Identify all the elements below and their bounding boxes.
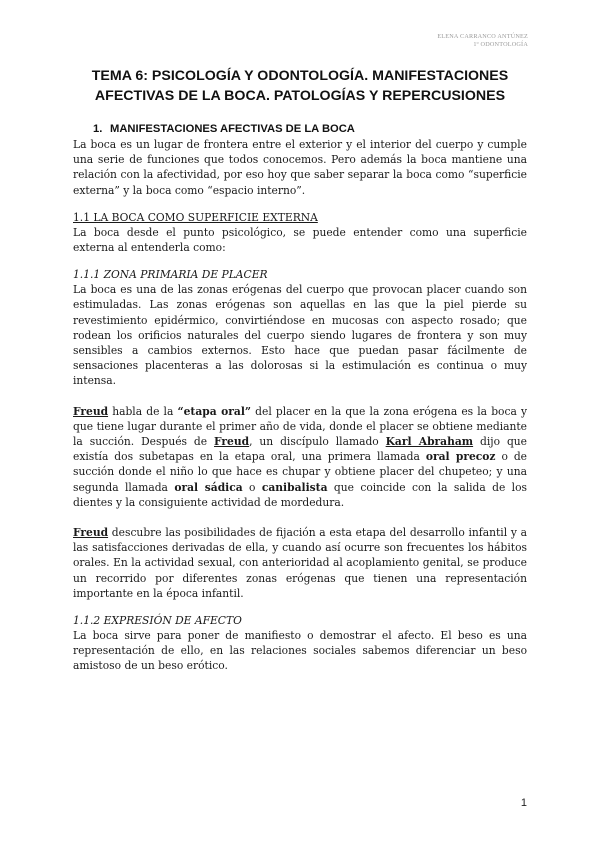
freud-name: Freud bbox=[214, 435, 250, 449]
section-1-heading bbox=[73, 122, 527, 137]
text-run: , un discípulo llamado bbox=[249, 435, 386, 449]
title-line-2: AFECTIVAS DE LA BOCA. PATOLOGÍAS Y REPERCUSIONES bbox=[94, 88, 506, 104]
page-number: 1 bbox=[520, 797, 527, 809]
text-run: que coincide con la salida de los dientes y la consiguiente actividad de mordedura. bbox=[73, 480, 528, 509]
freud-name: Freud bbox=[73, 404, 109, 418]
section-1-1-text: La boca desde el punto psicológico, se puede entender como una superficie externa al entenderla como: bbox=[73, 225, 527, 255]
page-header bbox=[437, 33, 528, 49]
fixation-paragraph bbox=[73, 525, 527, 601]
text-run: habla de la bbox=[108, 404, 178, 418]
affection-paragraph: La boca sirve para poner de manifiesto o demostrar el afecto. El beso es una representación de ello, en las relaciones sociales sabemos diferenciar un beso amistoso de un beso erótico. bbox=[73, 629, 527, 673]
text-run: o de succión donde el niño lo que hace es chupar y obtiene placer del chupeteo; y una segunda llamada bbox=[73, 450, 527, 494]
document-title bbox=[73, 66, 527, 106]
text-run: descubre las posibilidades de fijación a esta etapa del desarrollo infantil y a las satisfacciones derivadas de ella, y cuando así ocurre son frecuentes los hábitos orales. En la actividad sexual, con anterioridad al acoplamiento genital, se produce un recorrido por diferentes zonas erógenas que tienen una representación importante en la época infantil. bbox=[73, 526, 527, 600]
karl-abraham-name: Karl Abraham bbox=[385, 435, 474, 449]
oral-precoz-term: oral precoz bbox=[425, 450, 496, 464]
header-author: ELENA CARRANCO ANTÚNEZ bbox=[437, 33, 528, 40]
text-run: dijo que existía dos subetapas en la etapa oral, una primera llamada bbox=[73, 435, 527, 464]
document-body bbox=[73, 66, 527, 674]
title-line-1: TEMA 6: PSICOLOGÍA Y ODONTOLOGÍA. MANIFESTACIONES bbox=[91, 68, 509, 84]
oral-sadica-term: oral sádica bbox=[174, 480, 243, 494]
oral-stage-term: “etapa oral” bbox=[177, 404, 252, 418]
freud-name: Freud bbox=[73, 526, 109, 540]
text-run: o bbox=[242, 480, 262, 494]
header-course: 1º ODONTOLOGÍA bbox=[473, 41, 528, 48]
section-1-number: 1. bbox=[93, 123, 103, 135]
section-1-1-heading: 1.1 LA BOCA COMO SUPERFICIE EXTERNA bbox=[73, 210, 318, 224]
canibalista-term: canibalista bbox=[261, 480, 328, 494]
oral-stage-paragraph bbox=[73, 404, 527, 510]
section-1-1-1-heading: 1.1.1 ZONA PRIMARIA DE PLACER bbox=[73, 268, 268, 282]
text-run: del placer en la que la zona erógena es la boca y que tiene lugar durante el primer año de vida, donde el placer se obtiene mediante la succión. Después de bbox=[73, 404, 527, 449]
section-1-intro: La boca es un lugar de frontera entre el exterior y el interior del cuerpo y cumple una serie de funciones que todos conocemos. Pero además la boca mantiene una relación con la afectividad, por eso hoy que saber separar la boca como “superficie externa” y la boca como “espacio interno”. bbox=[73, 138, 527, 197]
erogenous-zones-paragraph: La boca es una de las zonas erógenas del cuerpo que provocan placer cuando son estimuladas. Las zonas erógenas son aquellas en las que la piel pierde su revestimiento epidérmico, convirtiéndose en mucosas con aspecto rosado; que rodean los orificios naturales del cuerpo siendo lugares de frontera y son muy sensibles a cambios externos. Esto hace que puedan pasar fácilmente de sensaciones placenteras a las dolorosas si la estimulación es continua o muy intensa. bbox=[73, 283, 527, 388]
section-1-title: MANIFESTACIONES AFECTIVAS DE LA BOCA bbox=[110, 123, 355, 135]
section-1-1-2-heading: 1.1.2 EXPRESIÓN DE AFECTO bbox=[73, 614, 242, 628]
